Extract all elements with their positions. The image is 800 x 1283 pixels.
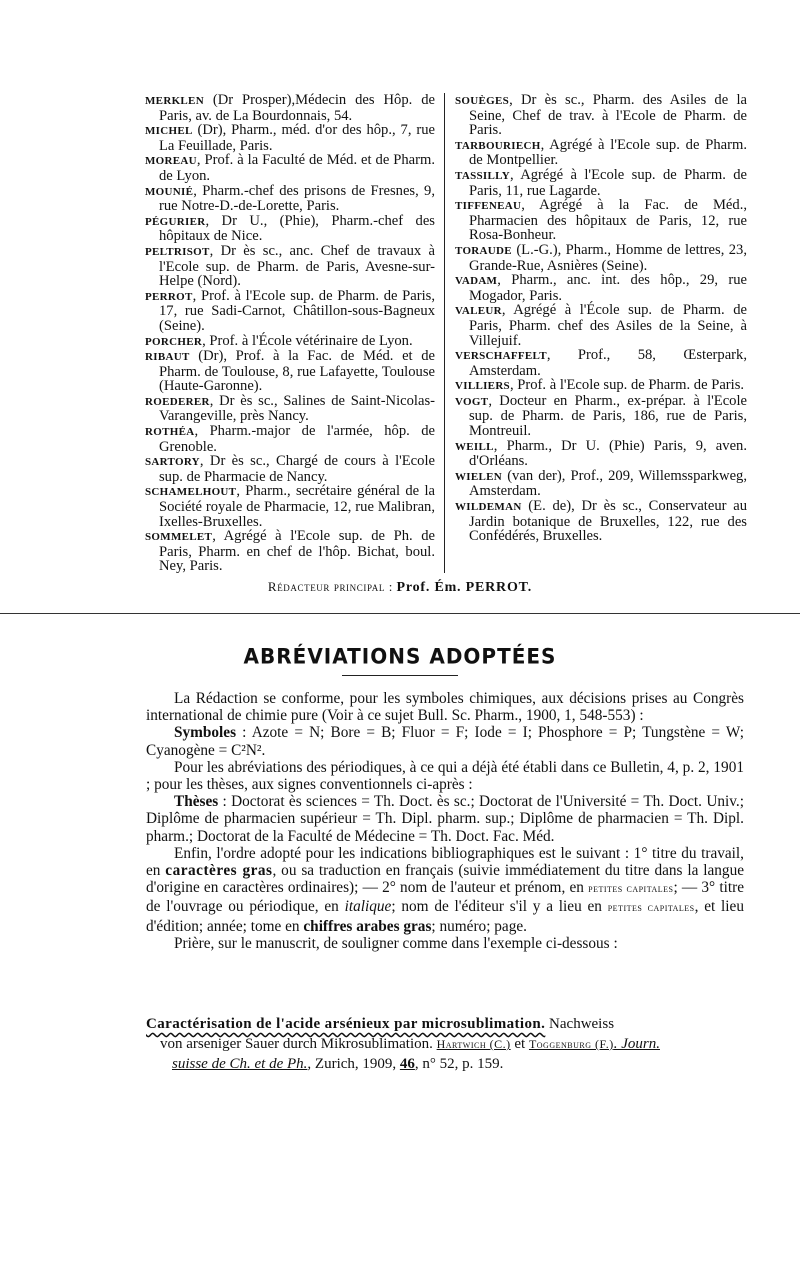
contributor-entry: [145, 529, 435, 574]
citation-example: [146, 1014, 746, 1074]
contributor-details: , Prof. à l'École vétérinaire de Lyon.: [202, 332, 413, 349]
citation-number-page: , n° 52, p. 159.: [414, 1056, 504, 1072]
citation-author-1: Hartwich (C.): [436, 1037, 511, 1051]
contributor-name: TARBOURIECH: [455, 139, 541, 152]
contributor-name: TIFFENEAU: [455, 200, 522, 213]
contributor-entry: [455, 93, 747, 138]
biblio-text: , et lieu d'édition; année; tome en: [146, 898, 744, 935]
abbreviations-body: [146, 690, 744, 952]
paragraph-bibliography: [146, 845, 744, 935]
editor-in-chief-line: [0, 579, 800, 596]
contributor-name: VALEUR: [455, 305, 502, 318]
contributor-entry: [145, 214, 435, 244]
contributor-details: (E. de), Dr ès sc., Conservateur au Jardin botanique de Bruxelles, 122, rue des Confédérés, Bruxelles.: [469, 498, 747, 545]
citation-original-title-end: von arseniger Sauer durch Mikrosublimation.: [160, 1036, 433, 1052]
contributor-details: , Pharm., anc. int. des hôp., 29, rue Mogador, Paris.: [469, 272, 747, 304]
contributor-name: PÉGURIER: [145, 215, 206, 228]
contributor-details: , Pharm.-chef des prisons de Fresnes, 9, rue Notre-D.-de-Lorette, Paris.: [159, 182, 435, 215]
contributor-name: TASSILLY: [455, 169, 510, 182]
contributor-details: , Dr ès sc., Pharm. des Asiles de la Seine, Chef de trav. à l'Ecole de Pharm. de Paris.: [469, 92, 747, 139]
contributor-details: (van der), Prof., 209, Willemssparkweg, Amsterdam.: [469, 467, 747, 500]
contributor-entry: [145, 244, 435, 289]
contributor-entry: [145, 184, 435, 214]
contributors-list: [145, 93, 745, 573]
contributor-details: (Dr), Prof. à la Fac. de Méd. et de Pharm. de Toulouse, 8, rue Lafayette, Toulouse (Haute-Garonne).: [159, 348, 435, 395]
contributor-entry: [455, 378, 747, 394]
contributor-name: ROEDERER: [145, 395, 210, 408]
contributor-details: , Prof. à l'Ecole sup. de Pharm. de Paris, 17, rue Sadi-Carnot, Châtillon-sous-Bagneux (Seine).: [159, 287, 435, 334]
citation-journal-start: . Journ.: [613, 1036, 660, 1052]
citation-title: Caractérisation de l'acide arsénieux par microsublimation.: [146, 1016, 546, 1032]
citation-original-title-start: Nachweiss: [545, 1016, 615, 1032]
abbreviations-heading: ABRÉVIATIONS ADOPTÉES: [243, 643, 557, 669]
editor-name: Prof. Ém. PERROT.: [396, 580, 533, 595]
contributor-entry: [455, 243, 747, 273]
contributor-entry: [455, 138, 747, 168]
contributor-name: PERROT: [145, 290, 193, 303]
biblio-smallcaps-term: petites capitales: [607, 902, 695, 915]
contributor-name: VOGT: [455, 395, 489, 408]
contributor-entry: [455, 168, 747, 198]
contributor-entry: [455, 394, 747, 439]
contributor-name: SOMMELET: [145, 531, 213, 544]
citation-line-2: [146, 1034, 746, 1054]
citation-author-2: Toggenburg (F.): [528, 1037, 614, 1051]
contributor-entry: [145, 334, 435, 350]
contributor-name: SCHAMELHOUT: [145, 486, 237, 499]
contributor-details: , Agrégé à l'École sup. de Pharm. de Paris, Pharm. chef des Asiles de la Seine, à Villejuif.: [469, 302, 747, 349]
contributor-details: (Dr), Pharm., méd. d'or des hôp., 7, rue La Feuillade, Paris.: [159, 122, 435, 154]
contributor-entry: [455, 273, 747, 303]
contributor-entry: [455, 499, 747, 544]
paragraph-symbols: [146, 724, 744, 758]
contributor-name: VILLIERS: [455, 380, 510, 393]
contributor-details: , Agrégé à l'Ecole sup. de Pharm. de Paris, 11, rue Lagarde.: [469, 166, 747, 199]
contributor-details: , Agrégé à l'Ecole sup. de Ph. de Paris, Pharm. en chef de l'hôp. Bichat, boul. Ney, Paris.: [159, 528, 435, 575]
contributor-details: , Dr ès sc., Chargé de cours à l'Ecole sup. de Pharmacie de Nancy.: [159, 453, 435, 485]
contributor-details: , Prof. à la Faculté de Méd. et de Pharm. de Lyon.: [159, 152, 435, 184]
contributor-details: , Pharm., Dr U. (Phie) Paris, 9, aven. d'Orléans.: [469, 437, 747, 470]
contributors-left-column: [145, 93, 435, 574]
biblio-italic-term: italique: [344, 898, 392, 916]
theses-lead: Thèses: [174, 793, 219, 811]
citation-line-3: [146, 1054, 746, 1074]
contributors-right-column: [455, 93, 747, 544]
biblio-text: ; numéro; page.: [431, 917, 527, 935]
paragraph-theses: [146, 793, 744, 845]
contributor-name: ROTHÉA: [145, 426, 195, 439]
contributor-name: VADAM: [455, 275, 498, 288]
contributor-entry: [145, 289, 435, 334]
heading-underline: [342, 675, 458, 676]
editor-label: Rédacteur principal :: [267, 579, 393, 594]
biblio-text: , ou sa traduction en français (suivie immédiatement du titre dans la langue d'origine en caractères ordinaires); — 2° nom de l'auteur et prénom, en: [146, 862, 745, 897]
contributor-details: , Agrégé à la Fac. de Méd., Pharmacien des hôpitaux de Paris, 12, rue Rosa-Bonheur.: [469, 197, 747, 244]
contributor-details: , Dr ès sc., anc. Chef de travaux à l'Ecole sup. de Pharm. de Paris, Avesne-sur-Helpe (Nord).: [159, 242, 435, 290]
citation-conjunction: et: [510, 1036, 529, 1052]
contributor-name: MERKLEN: [145, 95, 204, 107]
contributor-entry: [145, 349, 435, 394]
section-divider: [0, 613, 800, 614]
symbols-lead: Symboles: [174, 724, 237, 742]
contributor-entry: [455, 198, 747, 243]
biblio-smallcaps-term: petites capitales: [588, 883, 674, 896]
contributor-name: SOUÈGES: [455, 95, 510, 107]
contributor-name: MOUNIÉ: [145, 185, 194, 198]
contributor-entry: [145, 484, 435, 529]
contributor-details: , Agrégé à l'Ecole sup. de Pharm. de Montpellier.: [469, 136, 747, 169]
contributor-name: WEILL: [455, 440, 494, 453]
contributor-name: WIELEN: [455, 470, 503, 483]
contributor-name: TORAUDE: [455, 244, 512, 257]
biblio-bold-term: caractères gras: [165, 862, 273, 880]
contributor-details: , Prof., 58, Œsterpark, Amsterdam.: [469, 347, 747, 379]
contributor-entry: [145, 394, 435, 424]
biblio-text: ; — 3° titre de l'ouvrage ou périodique, en: [146, 879, 745, 916]
contributor-name: WILDEMAN: [455, 501, 522, 514]
contributor-name: VERSCHAFFELT: [455, 350, 547, 363]
contributor-details: , Dr U., (Phie), Pharm.-chef des hôpitaux de Nice.: [159, 212, 435, 245]
citation-city-year: , Zurich, 1909,: [307, 1056, 400, 1072]
biblio-text: Enfin, l'ordre adopté pour les indications bibliographiques est le suivant : 1° titre du travail, en: [146, 844, 744, 880]
citation-line-1: [146, 1014, 746, 1034]
citation-volume: 46: [399, 1056, 415, 1072]
contributor-entry: [145, 454, 435, 484]
paragraph-periodicals: Pour les abréviations des périodiques, à ce qui a déjà été établi dans ce Bulletin, 4, p. 2, 1901 ; pour les thèses, aux signes conventionnels ci-après :: [146, 758, 744, 794]
contributor-details: , Docteur en Pharm., ex-prépar. à l'Ecole sup. de Pharm. de Paris, 186, rue de Paris, Montreuil.: [469, 392, 747, 440]
contributor-entry: [145, 153, 435, 183]
contributor-entry: [455, 348, 747, 378]
contributor-details: , Dr ès sc., Salines de Saint-Nicolas-Varangeville, près Nancy.: [159, 392, 435, 425]
contributor-details: , Pharm.-major de l'armée, hôp. de Grenoble.: [159, 423, 435, 455]
contributor-entry: [145, 424, 435, 454]
symbols-list: : Azote = N; Bore = B; Fluor = F; Iode = I; Phosphore = P; Tungstène = W; Cyanogène = C²N².: [146, 724, 744, 759]
theses-list: : Doctorat ès sciences = Th. Doct. ès sc.; Doctorat de l'Université = Th. Doct. Univ.; Diplôme de pharmacien supérieur = Th. Dipl. pharm. sup.; Diplôme de pharmacien = Th. Dipl. pharm.; Doctorat de la Faculté de Médecine = Th. Doct. Fac. Méd.: [146, 793, 744, 845]
biblio-bold-numbers-term: chiffres arabes gras: [303, 917, 432, 935]
biblio-text: ; nom de l'éditeur s'il y a lieu en: [391, 898, 608, 916]
contributor-details: (L.-G.), Pharm., Homme de lettres, 23, Grande-Rue, Asnières (Seine).: [469, 241, 747, 274]
contributor-name: MICHEL: [145, 125, 193, 138]
contributor-name: PELTRISOT: [145, 245, 210, 258]
contributor-entry: [455, 303, 747, 348]
contributor-entry: [145, 93, 435, 123]
contributor-name: MOREAU: [145, 155, 197, 168]
paragraph-symbols-intro: La Rédaction se conforme, pour les symboles chimiques, aux décisions prises au Congrès international de chimie pure (Voir à ce sujet Bull. Sc. Pharm., 1900, 1, 548-553) :: [146, 690, 744, 725]
contributor-name: RIBAUT: [145, 351, 190, 364]
contributor-entry: [145, 123, 435, 153]
contributor-details: , Prof. à l'Ecole sup. de Pharm. de Paris.: [509, 377, 745, 394]
citation-journal-end: suisse de Ch. et de Ph.: [172, 1056, 308, 1072]
contributor-name: SARTORY: [145, 456, 200, 469]
column-divider: [444, 93, 445, 573]
contributor-entry: [455, 469, 747, 499]
contributor-entry: [455, 439, 747, 469]
contributor-name: PORCHER: [145, 335, 203, 348]
contributor-details: , Pharm., secrétaire général de la Société royale de Pharmacie, 12, rue Malibran, Ixelles-Bruxelles.: [159, 483, 435, 530]
contributor-details: (Dr Prosper),Médecin des Hôp. de Paris, av. de La Bourdonnais, 54.: [159, 92, 435, 124]
paragraph-request: Prière, sur le manuscrit, de souligner comme dans l'exemple ci-dessous :: [174, 934, 618, 952]
